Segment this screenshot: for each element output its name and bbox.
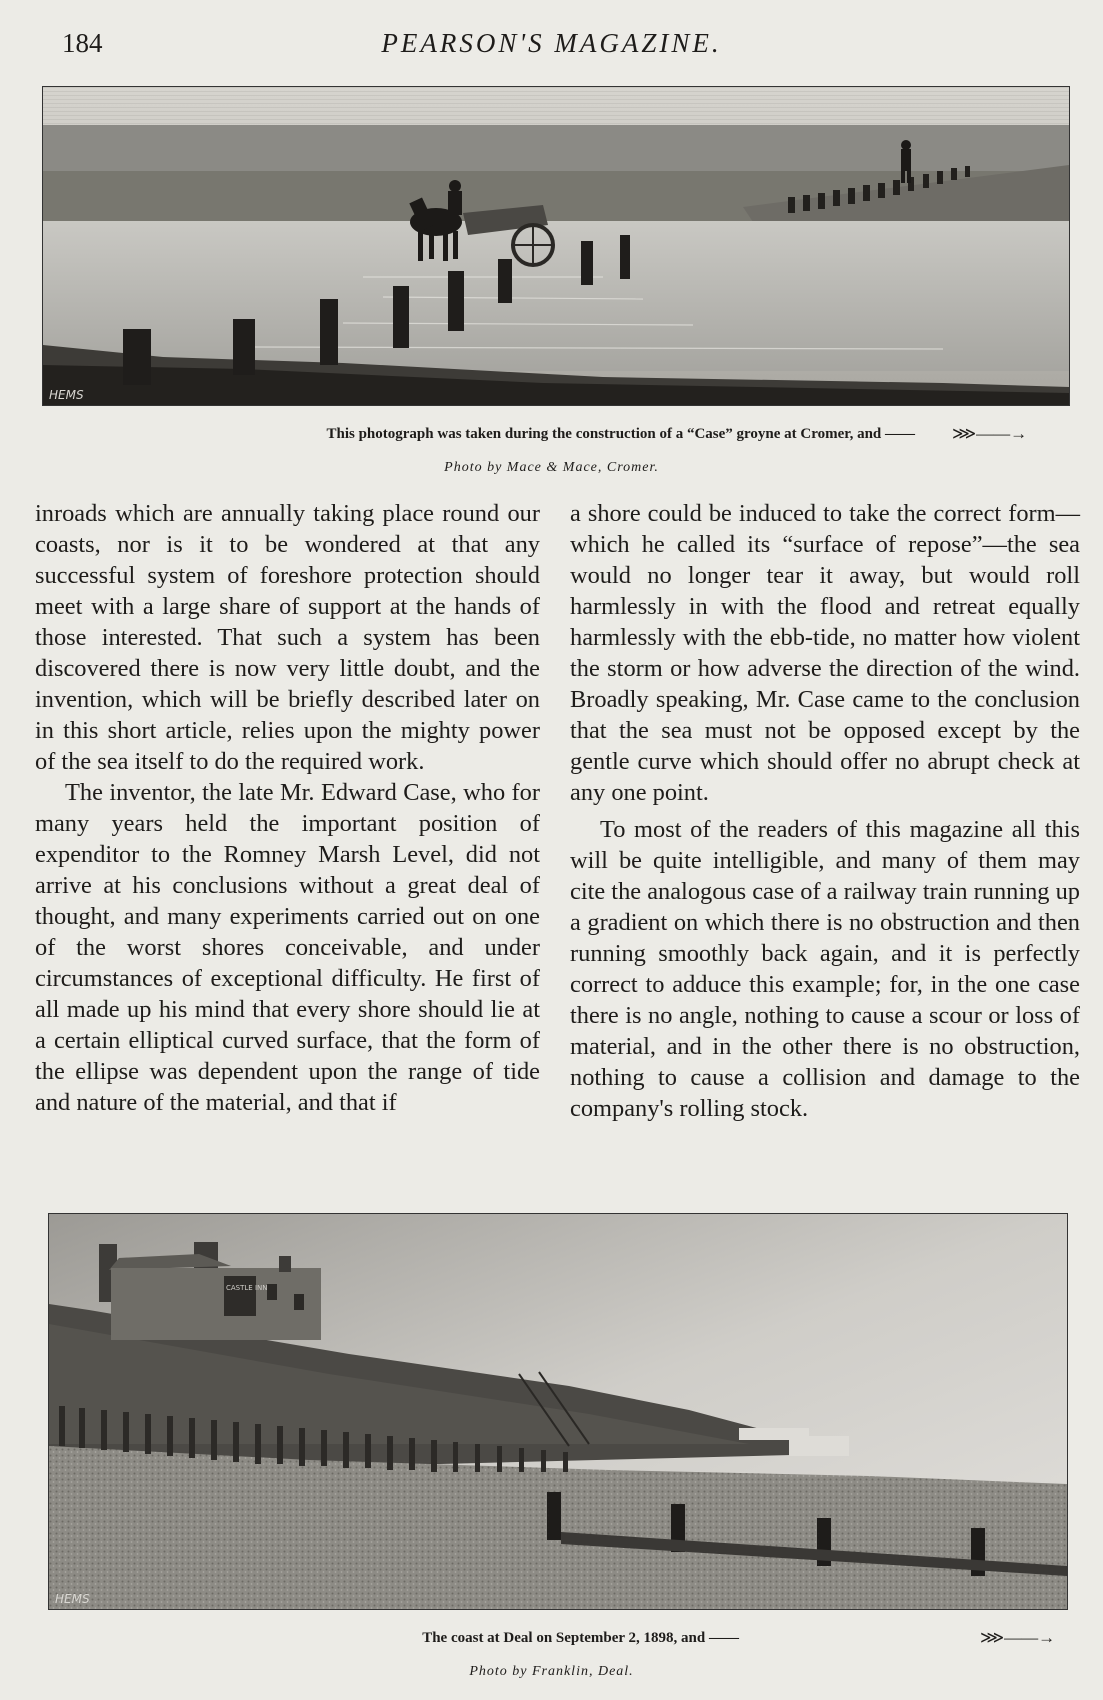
page-header — [0, 24, 1103, 64]
text-column-left — [35, 498, 540, 1118]
paragraph: a shore could be induced to take the correct form—which he called its “surface of repose”—the sea would no longer tear it away, but would roll harmlessly in with the flood and retreat equally harmlessly with the ebb-tide, no matter how violent the storm or how adverse the direction of the wind. Broadly speaking, Mr. Case came to the conclusion that the sea must not be opposed except by the gentle curve which should offer no abrupt check at any one point. — [570, 500, 1080, 806]
paragraph: The inventor, the late Mr. Edward Case, who for many years held the important position of expenditor to the Romney Marsh Level, did not arrive at his conclusions without a great deal of thought, and many experiments carried out on one of the worst shores conceivable, and under circumstances of exceptional difficulty. He first of all made up his mind that every shore should lie at a certain elliptical curved surface, that the form of the ellipse was dependent upon the range of tide and nature of the material, and that if — [35, 779, 540, 1116]
caption-top-text: This photograph was taken during the construction of a “Case” groyne at Cromer, and —— — [326, 426, 915, 442]
credit-bottom: Photo by Franklin, Deal. — [469, 1664, 634, 1679]
credit-top: Photo by Mace & Mace, Cromer. — [444, 460, 659, 475]
photo-cromer-groyne — [42, 86, 1070, 406]
continuation-arrow-icon: ⋙——→ — [980, 1628, 1056, 1647]
engraver-mark: HEMS — [55, 1592, 90, 1606]
paragraph: inroads which are annually taking place round our coasts, nor is it to be wondered at that any successful system of foreshore protection should meet with a large share of support at the hands of those interested. That such a system has been discovered there is now very little doubt, and the invention, which will be briefly described later on in this short article, relies upon the mighty power of the sea itself to do the required work. — [35, 500, 540, 775]
engraver-mark: HEMS — [49, 388, 84, 402]
photo-deal-illustration — [49, 1214, 1067, 1609]
caption-bottom-text: The coast at Deal on September 2, 1898, and —— — [422, 1630, 739, 1646]
photo-cromer-illustration — [43, 87, 1069, 405]
photo-deal-coast — [48, 1213, 1068, 1610]
continuation-arrow-icon: ⋙——→ — [952, 424, 1028, 443]
paragraph: To most of the readers of this magazine all this will be quite intelligible, and many of them may cite the analogous case of a railway train running up a gradient on which there is no obstruction and then running smoothly back again, and it is perfectly correct to adduce this example; for, in the one case there is no angle, nothing to cause a scour or loss of material, and in the other there is no obstruction, nothing to cause a collision and damage to the company's rolling stock. — [570, 816, 1080, 1122]
text-column-right — [570, 498, 1080, 1124]
page-number: 184 — [62, 28, 103, 58]
inn-sign-text: CASTLE INN — [226, 1284, 268, 1292]
running-title: PEARSON'S MAGAZINE. — [381, 28, 722, 58]
